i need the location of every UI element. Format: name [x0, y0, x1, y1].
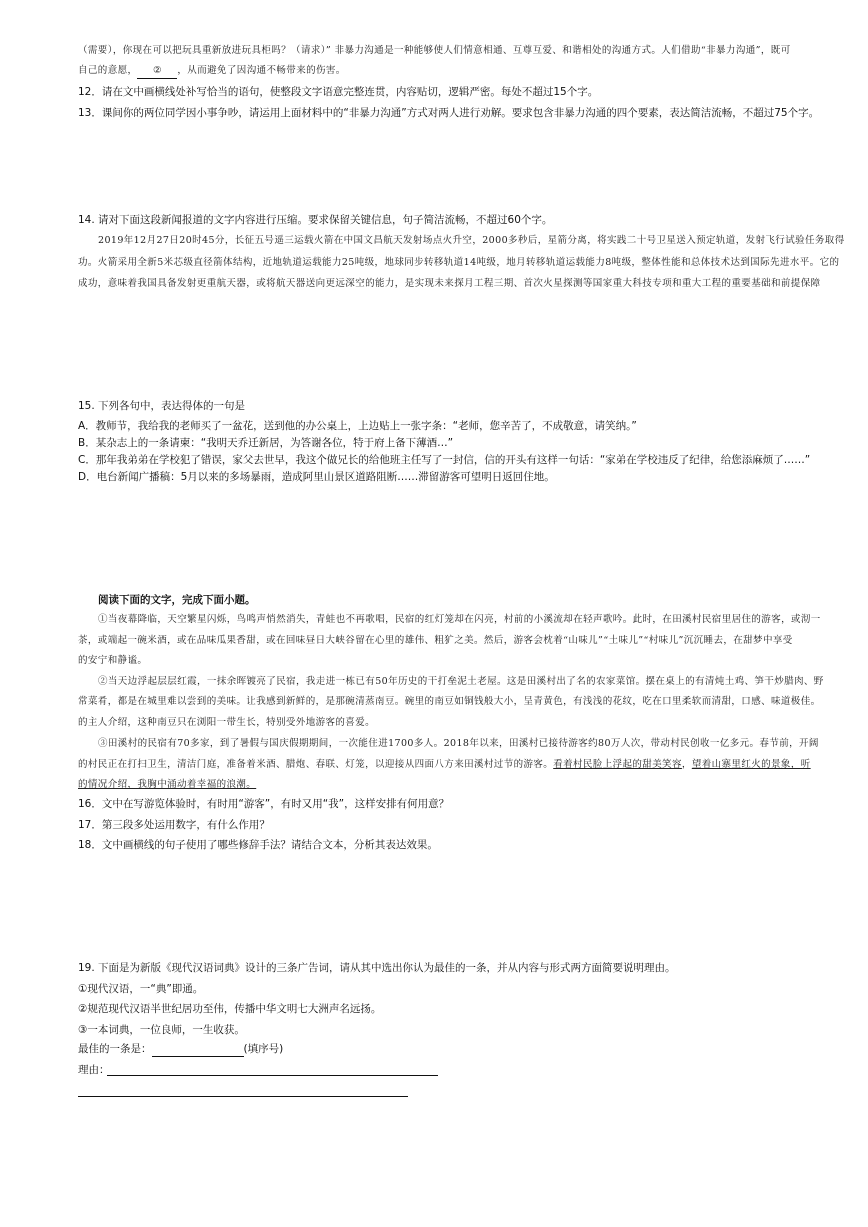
question-12: 12．请在文中画横线处补写恰当的语句，使整段文字语意完整连贯，内容贴切，逻辑严密。每处不超过15个字。	[78, 86, 599, 98]
intro-line-2-pre: 自己的意愿，	[78, 65, 138, 76]
question-19-title: 19. 下面是为新版《现代汉语词典》设计的三条广告词，请从其中选出你认为最佳的一条，并从内容与形式两方面简要说明理由。	[78, 962, 676, 974]
question-14-para-2: 功。火箭采用全新5米芯级直径箭体结构，近地轨道运载能力25吨级，地球同步转移轨道14吨级，地月转移轨道运载能力8吨级，整体性能和总体技术达到国际先进水平。它的	[78, 257, 840, 268]
intro-line-2	[78, 64, 854, 79]
question-14-para-3: 成功，意味着我国具备发射更重航天器，或将航天器送向更远深空的能力，是实现未来探月工程三期、首次火星探测等国家重大科技专项和重大工程的重要基础和前提保障	[78, 278, 821, 289]
question-19-best-row	[78, 1042, 854, 1057]
underlined-sentence-2: 望着山寨里红火的景象，听	[691, 759, 811, 770]
question-14-para-1: 2019年12月27日20时45分，长征五号遥三运载火箭在中国文昌航天发射场点火升空，2000多秒后，星箭分离，将实践二十号卫星送入预定轨道，发射飞行试验任务取得	[98, 235, 845, 246]
question-16: 16．文中在写游览体验时，有时用“游客”，有时又用“我”，这样安排有何用意？	[78, 798, 450, 810]
question-15-option-a[interactable]: A．教师节，我给我的老师买了一盆花，送到他的办公桌上，上边贴上一张字条：“老师，您辛苦了，不成敬意，请笑纳。”	[78, 420, 637, 432]
reading-para-2-line-1: ②当天边浮起层层红霞，一抹余晖镀亮了民宿，我走进一栋已有50年历史的干打垒泥土老屋。这是田溪村出了名的农家菜馆。摆在桌上的有清炖土鸡、笋干炒腊肉、野	[98, 676, 824, 687]
reading-para-1-line-3: 的安宁和静谧。	[78, 655, 148, 666]
reading-para-2-line-2: 常菜肴，都是在城里难以尝到的美味。让我感到新鲜的，是那碗清蒸南豆。碗里的南豆如铜钱般大小，呈青黄色，有浅浅的花纹，吃在口里柔软而清甜，口感、味道极佳。	[78, 696, 821, 707]
reason-label: 理由：	[78, 1064, 110, 1076]
reason-answer-line-1[interactable]	[107, 1075, 438, 1076]
reading-para-3-comma: ，	[681, 759, 692, 770]
question-15-option-c[interactable]: C．那年我弟弟在学校犯了错误，家父去世早，我这个做兄长的给他班主任写了一封信，信的开头有这样一句话：“家弟在学校违反了纪律，给您添麻烦了……”	[78, 454, 811, 466]
reading-para-3-line-2	[78, 758, 854, 772]
question-19-option-2: ②规范现代汉语半世纪居功至伟，传播中华文明七大洲声名远扬。	[78, 1003, 382, 1015]
reading-para-2-line-3: 的主人介绍，这种南豆只在浏阳一带生长，特别受外地游客的喜爱。	[78, 717, 376, 728]
question-18: 18．文中画横线的句子使用了哪些修辞手法？请结合文本，分析其表达效果。	[78, 839, 438, 851]
reading-para-1-line-1: ①当夜幕降临，天空繁星闪烁，鸟鸣声悄然消失，青蛙也不再歌唱，民宿的红灯笼却在闪亮，村前的小溪流却在轻声歌吟。此时，在田溪村民宿里居住的游客，或沏一	[98, 614, 821, 625]
reading-para-3-line-1: ③田溪村的民宿有70多家，到了暑假与国庆假期期间，一次能住进1700多人。2018年以来，田溪村已接待游客约80万人次，带动村民创收一亿多元。春节前，开阔	[98, 738, 819, 749]
question-15-option-d[interactable]: D．电台新闻广播稿：5月以来的多场暴雨，造成阿里山景区道路阻断……滞留游客可望明日返回住地。	[78, 471, 555, 483]
answer-blank-2[interactable]: ②	[137, 64, 177, 79]
reading-para-1-line-2: 茶，或端起一碗米酒，或在品味瓜果香甜，或在回味昼日大峡谷留在心里的雄伟、粗犷之美。然后，游客会枕着“山味儿”“土味儿”“村味儿”沉沉睡去，在甜梦中享受	[78, 635, 793, 646]
intro-line-1: （需要），你现在可以把玩具重新放进玩具柜吗？（请求）” 非暴力沟通是一种能够使人们情意相通、互尊互爱、和谐相处的沟通方式。人们借助“非暴力沟通”，既可	[78, 45, 791, 56]
question-17: 17．第三段多处运用数字，有什么作用？	[78, 819, 270, 831]
intro-line-2-post: ，从而避免了因沟通不畅带来的伤害。	[177, 65, 346, 76]
reading-para-3-line-2-pre: 的村民正在打扫卫生，清洁门庭，准备着米酒、腊炮、春联、灯笼，以迎接从四面八方来田溪村过节的游客。	[78, 759, 554, 770]
question-19-option-1: ①现代汉语，一“典”即通。	[78, 983, 204, 995]
reason-answer-line-2[interactable]	[78, 1096, 408, 1097]
underlined-sentence-1: 看着村民脸上浮起的甜美笑容	[553, 759, 682, 770]
underlined-sentence-3: 的情况介绍，我胸中涌动着幸福的浪潮。	[78, 779, 257, 790]
question-15-option-b[interactable]: B．某杂志上的一条请柬：“我明天乔迁新居，为答谢各位，特于府上备下薄酒…”	[78, 437, 454, 449]
best-choice-blank[interactable]	[152, 1042, 244, 1057]
question-15-title: 15. 下列各句中，表达得体的一句是	[78, 400, 246, 412]
best-choice-label: 最佳的一条是：	[78, 1043, 152, 1055]
question-13: 13．课间你的两位同学因小事争吵，请运用上面材料中的“非暴力沟通”方式对两人进行劝解。要求包含非暴力沟通的四个要素，表达简洁流畅，不超过75个字。	[78, 107, 820, 119]
reading-para-3-line-3	[78, 778, 854, 792]
reading-heading: 阅读下面的文字，完成下面小题。	[98, 594, 256, 606]
question-14-title: 14. 请对下面这段新闻报道的文字内容进行压缩。要求保留关键信息，句子简洁流畅，不超过60个字。	[78, 214, 553, 226]
best-choice-hint: (填序号)	[243, 1043, 284, 1055]
question-19-option-3: ③一本词典，一位良师，一生收获。	[78, 1024, 245, 1036]
